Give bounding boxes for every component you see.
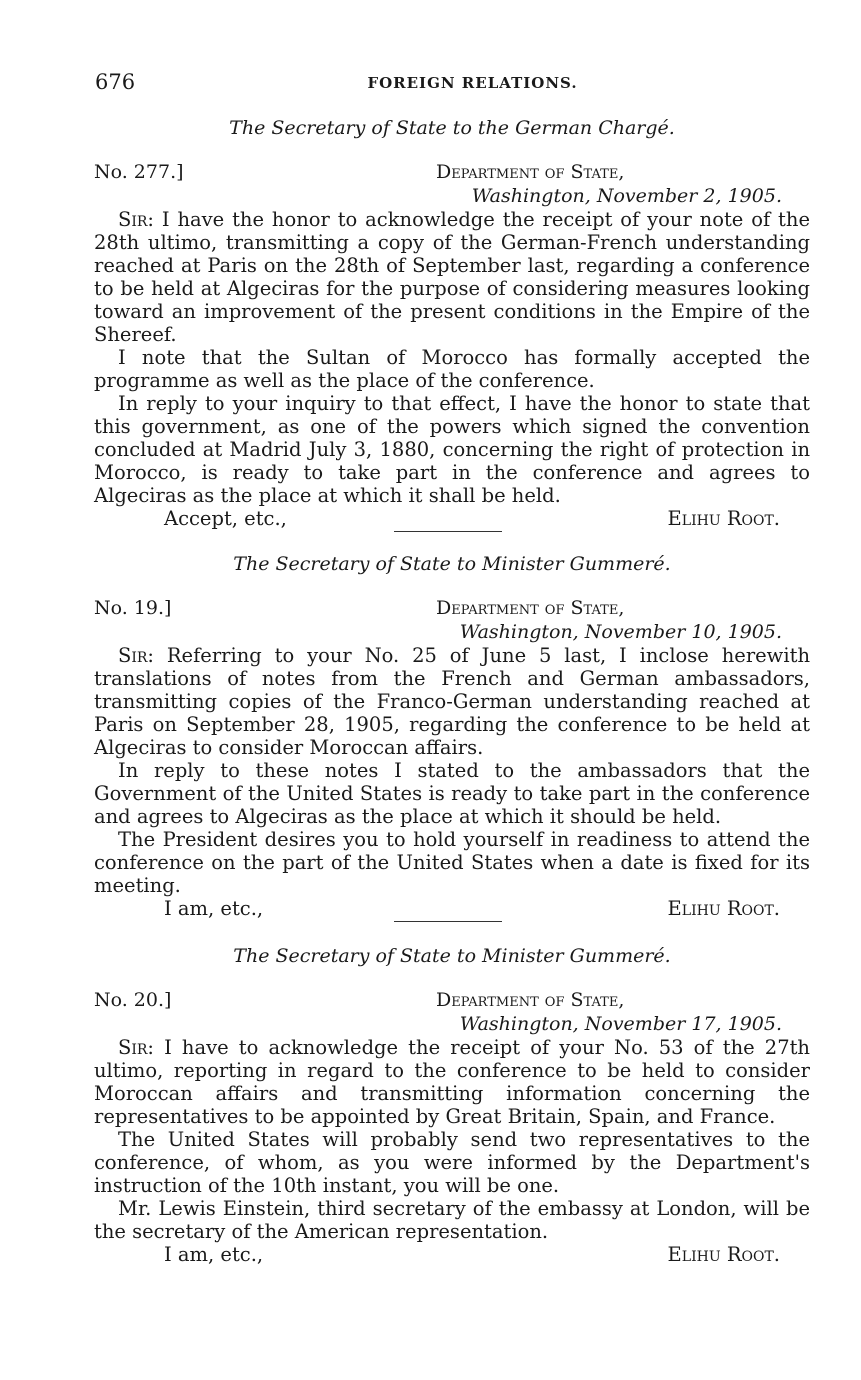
dateline [94,596,810,644]
paragraph [94,1197,810,1243]
document-number: No. 20.] [94,989,172,1011]
letter-19 [94,552,810,923]
paragraph-text: I note that the Sultan of Morocco has formally accepted the programme as well as the place of the conference. [94,346,810,392]
document-number: No. 277.] [94,161,184,183]
salutation: Sir: [118,644,154,667]
signature-line [94,507,810,533]
letter-date: Washington, November 2, 1905. [471,185,782,207]
salutation: Sir: [118,208,154,231]
closing: Accept, etc., [164,507,287,530]
signature-line [94,1243,810,1269]
paragraph-text: The President desires you to hold yourself in readiness to attend the conference on the part of the United States when a date is fixed for its meeting. [94,828,810,897]
paragraph [94,759,810,828]
section-divider [394,921,502,922]
dateline [94,988,810,1036]
letter-title: The Secretary of State to Minister Gummeré. [233,553,671,575]
paragraph [94,1036,810,1128]
paragraph-text: Referring to your No. 25 of June 5 last, I inclose herewith translations of notes from the French and German ambassadors, transmitting copies of the Franco-German understanding reached at Paris on September 28, 1905, regarding the conference to be held at Algeciras to consider Moroccan affairs. [94,644,810,759]
closing: I am, etc., [164,1243,264,1266]
paragraph [94,392,810,507]
letter-title: The Secretary of State to the German Chargé. [229,117,675,139]
paragraph-text: I have the honor to acknowledge the receipt of your note of the 28th ultimo, transmitting a copy of the German-French understanding reached at Paris on the 28th of September last, regarding a conference to be held at Algeciras for the purpose of considering measures looking toward an improvement of the present conditions in the Empire of the Shereef. [94,208,810,346]
page-number: 676 [95,70,136,94]
signer-name: Elihu Root. [667,507,780,530]
salutation: Sir: [118,1036,154,1059]
signature-line [94,897,810,923]
paragraph [94,346,810,392]
running-title: FOREIGN RELATIONS. [367,74,578,92]
paragraph [94,1128,810,1197]
paragraph-text: I have to acknowledge the receipt of your No. 53 of the 27th ultimo, reporting in regard to the conference to be held to consider Moroccan affairs and transmitting information concerning the representatives to be appointed by Great Britain, Spain, and France. [94,1036,810,1128]
letter-277 [94,116,810,533]
department-name: Department of State, [436,597,625,619]
document-number: No. 19.] [94,597,172,619]
paragraph [94,828,810,897]
paragraph-text: In reply to these notes I stated to the ambassadors that the Government of the United States is ready to take part in the conference and agrees to Algeciras as the place at which it should be held. [94,759,810,828]
paragraph-text: Mr. Lewis Einstein, third secretary of the embassy at London, will be the secretary of the American representation. [94,1197,810,1243]
section-divider [394,531,502,532]
paragraph-text: In reply to your inquiry to that effect, I have the honor to state that this government, as one of the powers which signed the convention concluded at Madrid July 3, 1880, concerning the right of protection in Morocco, is ready to take part in the conference and agrees to Algeciras as the place at which it shall be held. [94,392,810,507]
department-name: Department of State, [436,161,625,183]
dateline [94,160,810,208]
signer-name: Elihu Root. [667,1243,780,1266]
closing: I am, etc., [164,897,264,920]
letter-date: Washington, November 10, 1905. [459,621,782,643]
department-name: Department of State, [436,989,625,1011]
letter-title: The Secretary of State to Minister Gummeré. [233,945,671,967]
letter-20 [94,944,810,1269]
paragraph-text: The United States will probably send two representatives to the conference, of whom, as you were informed by the Department's instruction of the 10th instant, you will be one. [94,1128,810,1197]
page-header [95,70,810,100]
letter-date: Washington, November 17, 1905. [459,1013,782,1035]
paragraph [94,208,810,346]
signer-name: Elihu Root. [667,897,780,920]
paragraph [94,644,810,759]
